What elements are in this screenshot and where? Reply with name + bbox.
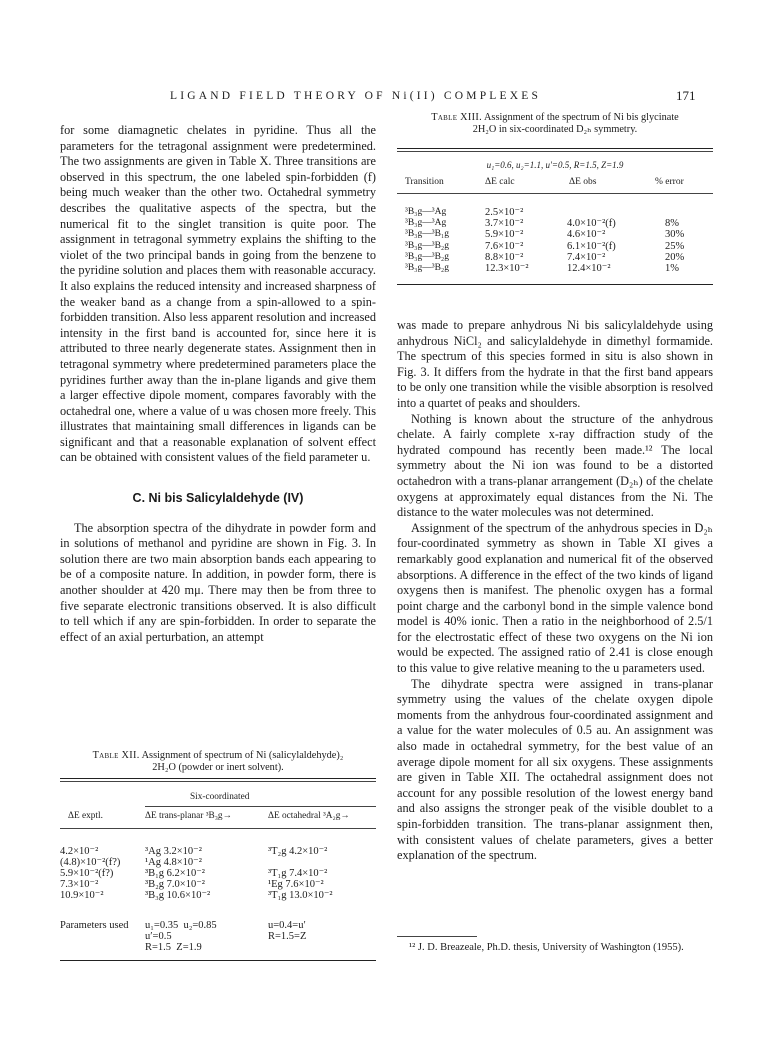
table-12-bottom-rule [60, 960, 376, 961]
footnote-rule [397, 936, 477, 937]
table-12-octa-values: ³T₂g 4.2×10⁻² ³T₁g 7.4×10⁻² ¹Eg 7.6×10⁻² ³T₁g 13.0×10⁻² [268, 846, 333, 901]
table-12-params-label: Parameters used [60, 920, 129, 931]
body-paragraph: was made to prepare anhydrous Ni bis salicylaldehyde using anhydrous NiCl₂ and salicylaldehyde in dimethyl formamide. The spectrum of this species formed in situ is also shown in Fig. 3. It differs from the hydrate in that the first band appears to be only one transition while the visible absorption is resolved into a quartet of peaks and shoulders. [397, 318, 713, 410]
table-13-header-error: % error [655, 177, 684, 187]
table-13-header-obs: ΔE obs [569, 177, 597, 187]
table-13-error-values: 8% 30% 25% 20% 1% [665, 218, 685, 275]
table-12-header-exptl: ΔE exptl. [68, 811, 103, 821]
table-12-header-octa: ΔE octahedral ³A₂g→ [268, 811, 350, 821]
table-12-params-trans: u₁=0.35 u₂=0.85 u′=0.5 R=1.5 Z=1.9 [145, 920, 217, 953]
table-13-caption: Table XIII. Assignment of the spectrum of Ni bis glycinate 2H₂O in six-coordinated D₂ₕ symmetry. [431, 112, 679, 135]
table-13-header-transition: Transition [405, 177, 444, 187]
body-paragraph: The absorption spectra of the dihydrate in powder form and in solutions of methanol and pyridine are shown in Fig. 3. In solution there are two main absorption bands each appearing to be of a composite nature. In addition, in powder form, there is another shoulder at 420 mμ. There may then be from three to five separate electronic transitions observed. It is also difficult to tell which if any are spin-forbidden. In order to separate the effect of an axial perturbation, an attempt [60, 520, 376, 644]
table-13 [397, 112, 713, 275]
table-12-exptl-values: 4.2×10⁻² (4.8)×10⁻²(f?) 5.9×10⁻²(f?) 7.3×10⁻² 10.9×10⁻² [60, 846, 121, 901]
footnote: ¹² J. D. Breazeale, Ph.D. thesis, University of Washington (1955). [409, 942, 684, 953]
table-13-transitions: ³B₃g—³Ag ³B₃g—³Ag ³B₃g—³B₁g ³B₃g—³B₂g ³B₃g—³B₂g ³B₃g—³B₂g [405, 207, 449, 274]
table-13-header-rule [397, 193, 713, 194]
running-title: LIGAND FIELD THEORY OF Ni(II) COMPLEXES [170, 90, 542, 102]
table-12-header-trans: ΔE trans-planar ³B₃g→ [145, 811, 232, 821]
table-13-top-rule [397, 148, 713, 149]
body-paragraph: for some diamagnetic chelates in pyridine. Thus all the parameters for the tetragonal assignment were predetermined. The two assignments are given in Table X. Three transitions are observed in this spectrum, the one labeled spin-forbidden (f) being much weaker than the other two. Octahedral symmetry describes the qualitative aspects of the spectra, but the numerical fit to the singlet transition is quite poor. The assignment in tetragonal symmetry explains the shifting to the violet of the two principal bands in going from the benzene to the pyridine solution and places them with reasonable accuracy. It also explains the reduced intensity and increased sharpness of the weaker band as a change from a spin-allowed to a spin-forbidden transition. Also less apparent resolution and increased intensity in the first band is accounted for, since here it is attributed to three nearly degenerate states. Assignment then in tetragonal symmetry where predetermined parameters place the pyridines further away than the in-plane ligands and give them a larger effective dipole moment, compares favorably with the octahedral one, where a value of u was chosen more freely. This illustrates that maintaining small differences in ligands can be significant and that a reasonable explanation of solvent effect can be obtained with consistent values of the field parameter u. [60, 123, 376, 465]
table-12-group-header: Six-coordinated [190, 792, 250, 802]
page-number: 171 [676, 88, 696, 103]
table-13-top-rule-2 [397, 151, 713, 152]
body-paragraph: Assignment of the spectrum of the anhydrous species in D₂ₕ four-coordinated symmetry as shown in Table XI gives a remarkably good explanation and numerical fit of the observed absorptions. A difference in the effect of the two kinds of ligand oxygens then is manifest. The phenolic oxygen has a formal point charge and the carbonyl bond in the simple valence bond model is 40% ionic. Then a ratio in the neighborhood of 2.5/1 for the electrostatic effect of these two oxygens on the Ni ion would be expected. The assigned ratio of 2.41 is close enough to this value to give relative meaning to the u parameters used. [397, 520, 713, 676]
table-12-top-rule-2 [60, 781, 376, 782]
body-paragraph: Nothing is known about the structure of the anhydrous chelate. A fairly complete x-ray diffraction study of the hydrated compound has recently been made.¹² The local symmetry about the Ni ion was found to be a distorted octahedron with a trans-planar arrangement (D₂ₕ) of the chelate oxygens at approximately equal distances from the Ni. The distance to the water molecules was not determined. [397, 411, 713, 520]
section-heading: C. Ni bis Salicylaldehyde (IV) [132, 491, 304, 506]
table-12-group-rule [145, 806, 376, 807]
left-column [60, 123, 376, 645]
table-13-obs-values: 4.0×10⁻²(f) 4.6×10⁻² 6.1×10⁻²(f) 7.4×10⁻² 12.4×10⁻² [567, 218, 616, 275]
table-13-calc-values: 2.5×10⁻² 3.7×10⁻² 5.9×10⁻² 7.6×10⁻² 8.8×10⁻² 12.3×10⁻² [485, 207, 529, 275]
table-13-header-calc: ΔE calc [485, 177, 515, 187]
table-13-parameters: u₁=0.6, u₂=1.1, u′=0.5, R=1.5, Z=1.9 [486, 160, 624, 170]
body-paragraph: The dihydrate spectra were assigned in trans-planar symmetry using the values of the chelate oxygen dipole moments from the anhydrous four-coordinated assignment and a value for the water molecules of 0.5 au. An assignment was also made in octahedral symmetry, for the best value of an average dipole moment for all six oxygens. These assignments are given in Table XII. The octahedral assignment does not account for any possible resolution of the lowest energy band and also assigns the stronger peak of the visible doublet to a spin-forbidden transition. The trans-planar assignment then, with consistent values of chelate parameters, gives a better explanation of the spectrum. [397, 676, 713, 863]
table-12-trans-values: ³Ag 3.2×10⁻² ¹Ag 4.8×10⁻² ³B₁g 6.2×10⁻² ³B₂g 7.0×10⁻² ³B₃g 10.6×10⁻² [145, 846, 211, 901]
table-12-header-rule [60, 828, 376, 829]
table-12-top-rule [60, 778, 376, 779]
right-column [397, 318, 713, 864]
table-12 [60, 750, 376, 953]
table-13-bottom-rule [397, 284, 713, 285]
table-12-params-octa: u=0.4=u′ R=1.5=Z [268, 920, 307, 942]
table-12-caption: Table XII. Assignment of spectrum of Ni (salicylaldehyde)₂ 2H₂O (powder or inert solvent). [92, 750, 344, 773]
